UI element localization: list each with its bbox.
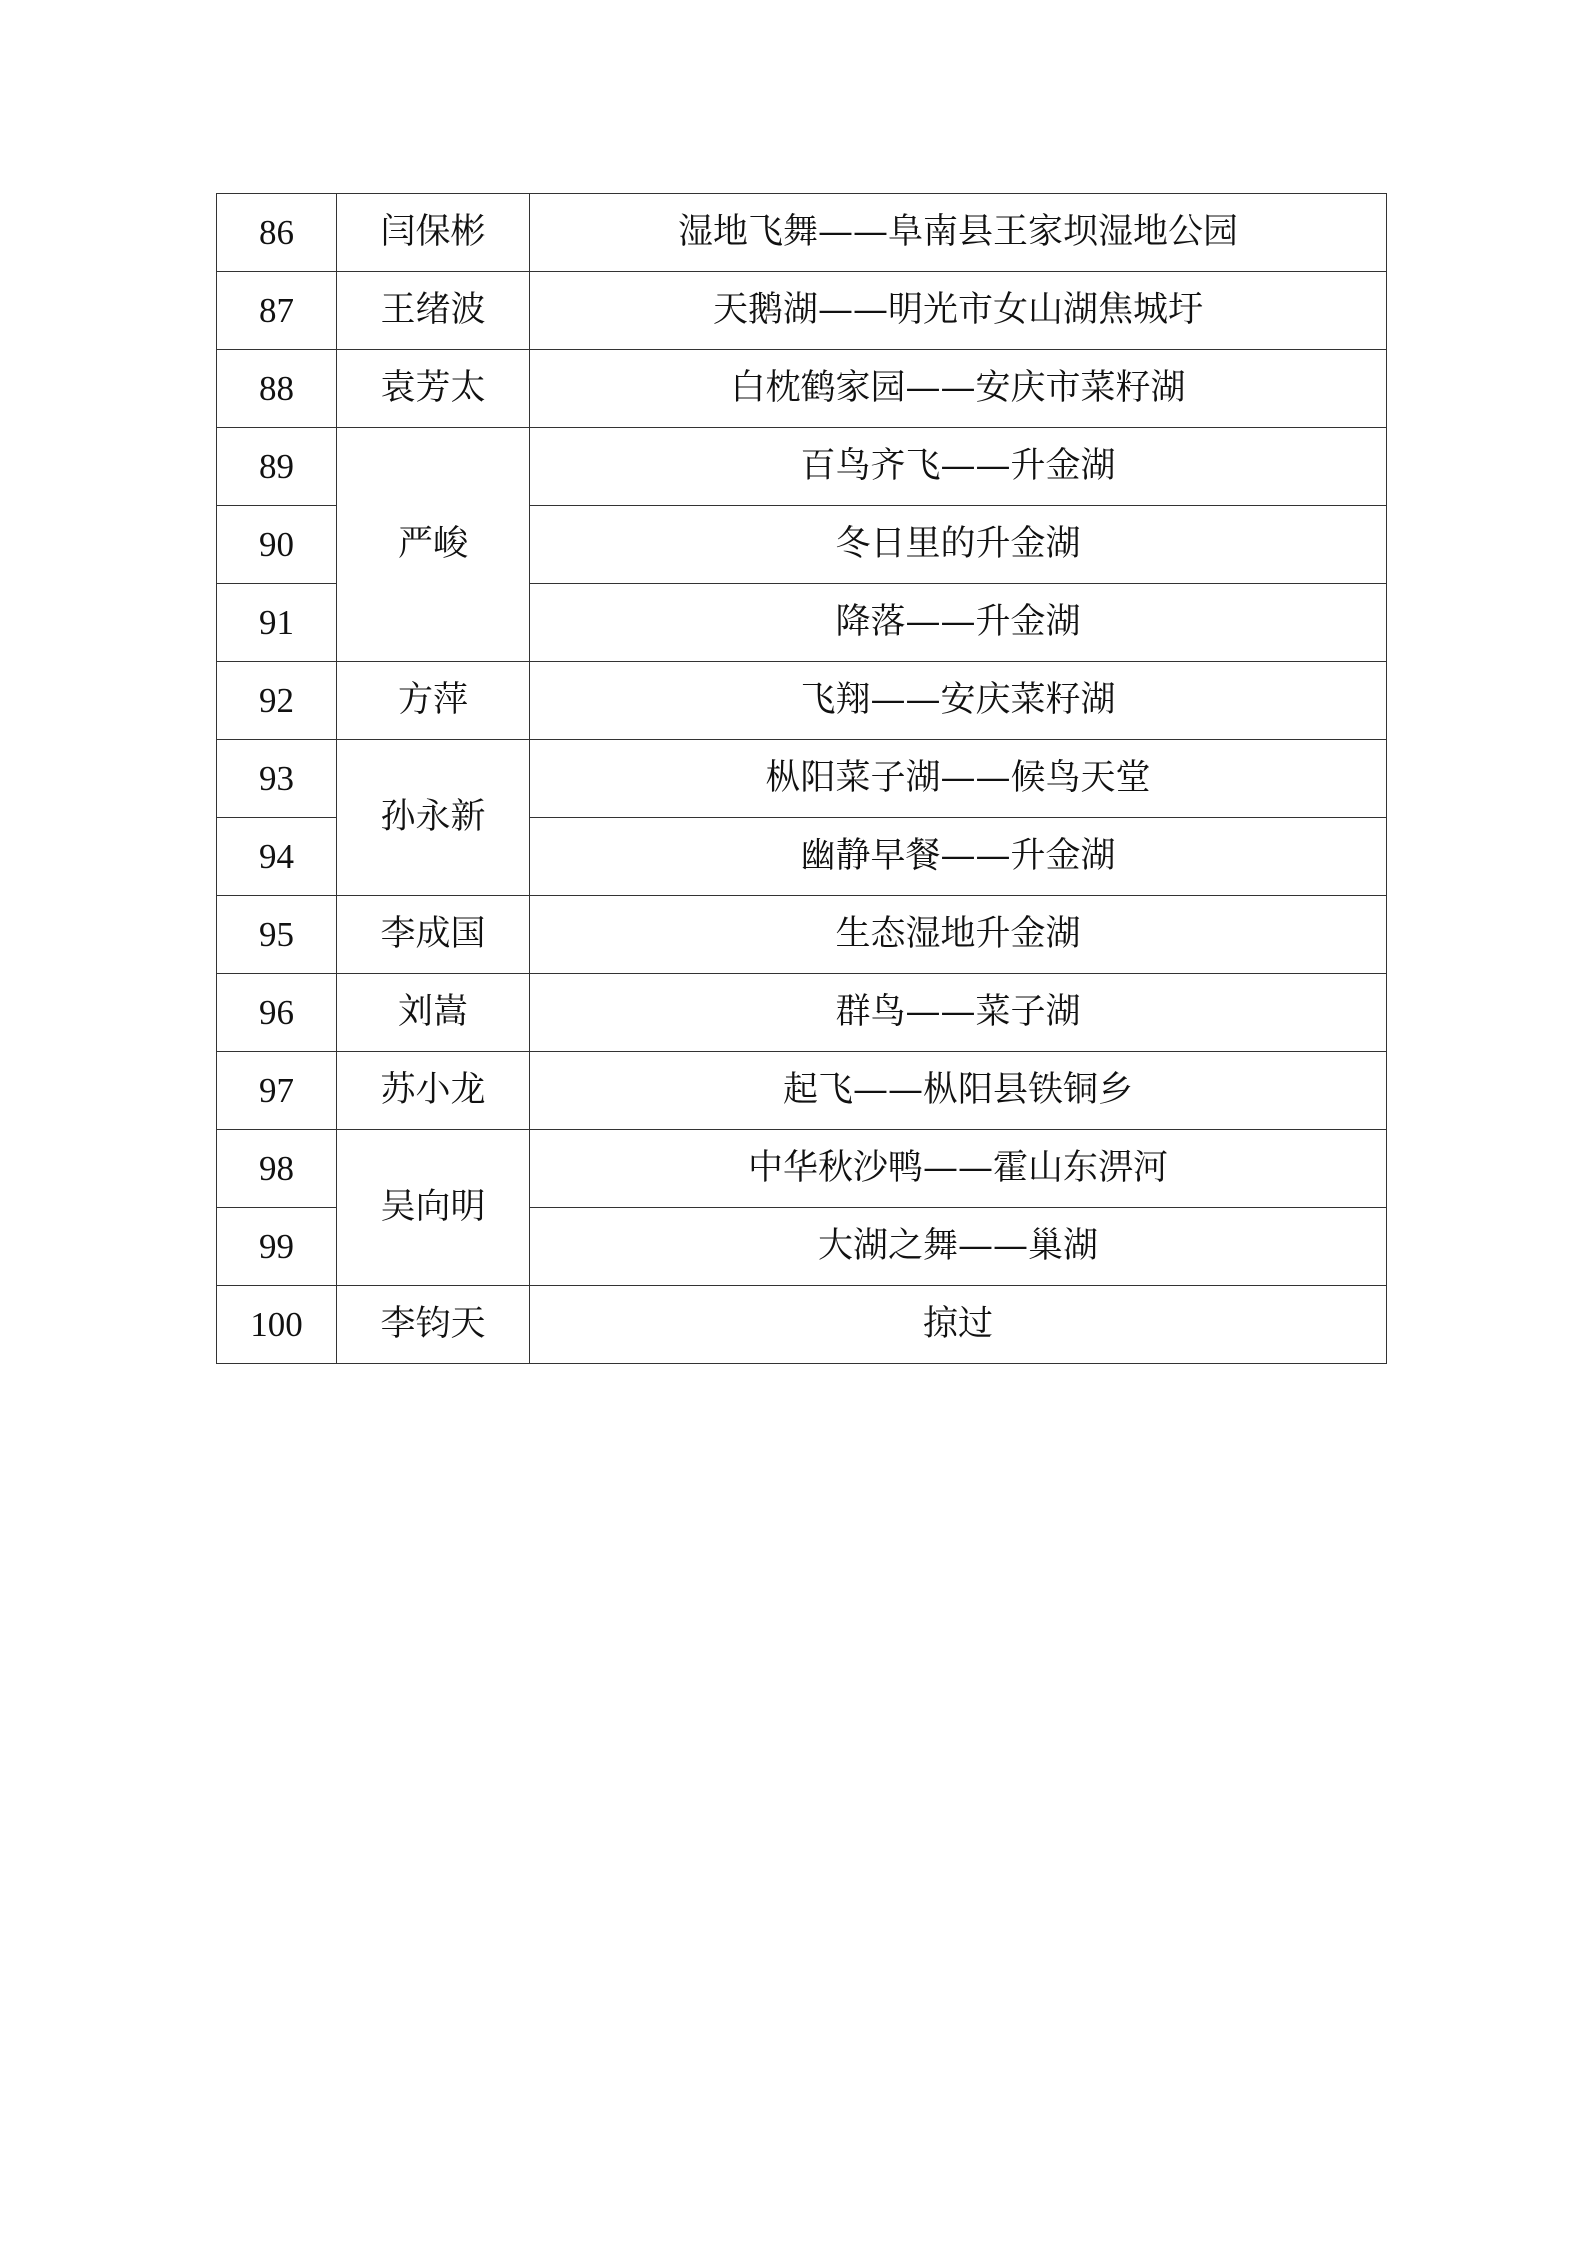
author-name: 刘嵩 bbox=[337, 974, 530, 1052]
row-number: 90 bbox=[217, 506, 337, 584]
table-row bbox=[217, 194, 1387, 272]
author-name: 孙永新 bbox=[337, 740, 530, 896]
row-number: 91 bbox=[217, 584, 337, 662]
row-number: 94 bbox=[217, 818, 337, 896]
work-title: 中华秋沙鸭——霍山东淠河 bbox=[530, 1130, 1387, 1208]
work-title: 白枕鹤家园——安庆市菜籽湖 bbox=[530, 350, 1387, 428]
awards-table bbox=[216, 193, 1387, 1364]
table-row bbox=[217, 896, 1387, 974]
row-number: 99 bbox=[217, 1208, 337, 1286]
work-title: 群鸟——菜子湖 bbox=[530, 974, 1387, 1052]
row-number: 87 bbox=[217, 272, 337, 350]
author-name: 闫保彬 bbox=[337, 194, 530, 272]
work-title: 枞阳菜子湖——候鸟天堂 bbox=[530, 740, 1387, 818]
table-row bbox=[217, 1130, 1387, 1208]
author-name: 吴向明 bbox=[337, 1130, 530, 1286]
table-row bbox=[217, 1286, 1387, 1364]
author-name: 李成国 bbox=[337, 896, 530, 974]
row-number: 98 bbox=[217, 1130, 337, 1208]
table-row bbox=[217, 1052, 1387, 1130]
work-title: 冬日里的升金湖 bbox=[530, 506, 1387, 584]
table-row bbox=[217, 272, 1387, 350]
row-number: 86 bbox=[217, 194, 337, 272]
author-name: 方萍 bbox=[337, 662, 530, 740]
row-number: 92 bbox=[217, 662, 337, 740]
row-number: 100 bbox=[217, 1286, 337, 1364]
row-number: 89 bbox=[217, 428, 337, 506]
row-number: 96 bbox=[217, 974, 337, 1052]
work-title: 幽静早餐——升金湖 bbox=[530, 818, 1387, 896]
table-row bbox=[217, 428, 1387, 506]
author-name: 李钧天 bbox=[337, 1286, 530, 1364]
row-number: 88 bbox=[217, 350, 337, 428]
table-row bbox=[217, 974, 1387, 1052]
work-title: 湿地飞舞——阜南县王家坝湿地公园 bbox=[530, 194, 1387, 272]
table-row bbox=[217, 662, 1387, 740]
author-name: 袁芳太 bbox=[337, 350, 530, 428]
work-title: 降落——升金湖 bbox=[530, 584, 1387, 662]
table-row bbox=[217, 350, 1387, 428]
author-name: 苏小龙 bbox=[337, 1052, 530, 1130]
work-title: 起飞——枞阳县铁铜乡 bbox=[530, 1052, 1387, 1130]
work-title: 大湖之舞——巢湖 bbox=[530, 1208, 1387, 1286]
table-row bbox=[217, 740, 1387, 818]
work-title: 飞翔——安庆菜籽湖 bbox=[530, 662, 1387, 740]
work-title: 掠过 bbox=[530, 1286, 1387, 1364]
work-title: 生态湿地升金湖 bbox=[530, 896, 1387, 974]
work-title: 天鹅湖——明光市女山湖焦城圩 bbox=[530, 272, 1387, 350]
row-number: 93 bbox=[217, 740, 337, 818]
row-number: 95 bbox=[217, 896, 337, 974]
row-number: 97 bbox=[217, 1052, 337, 1130]
author-name: 严峻 bbox=[337, 428, 530, 662]
author-name: 王绪波 bbox=[337, 272, 530, 350]
work-title: 百鸟齐飞——升金湖 bbox=[530, 428, 1387, 506]
